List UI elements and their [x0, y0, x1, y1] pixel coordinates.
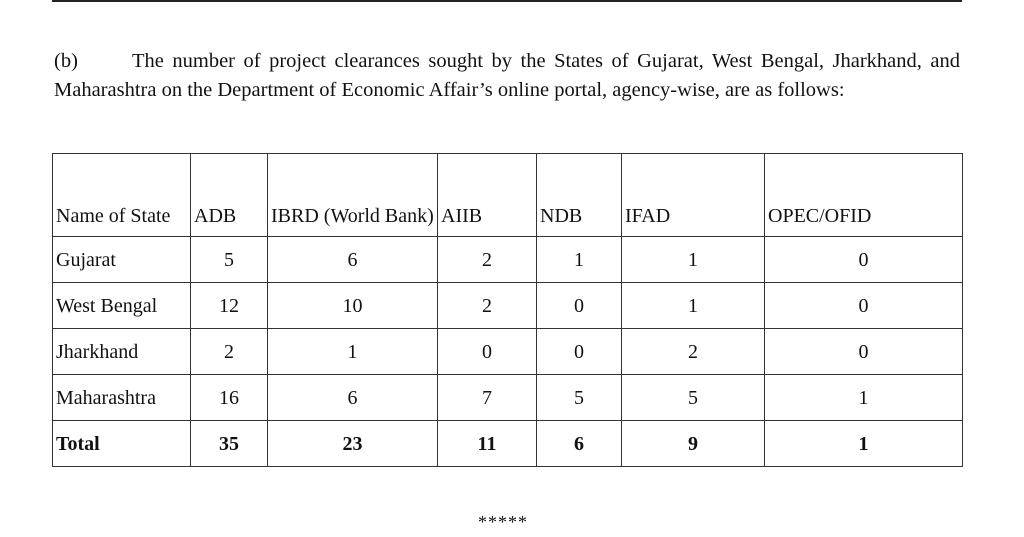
value-cell: 0	[765, 283, 963, 329]
total-cell: 6	[537, 421, 622, 467]
value-cell: 5	[191, 237, 268, 283]
value-cell: 0	[765, 329, 963, 375]
value-cell: 1	[765, 375, 963, 421]
value-cell: 5	[537, 375, 622, 421]
value-cell: 2	[438, 237, 537, 283]
state-cell: Gujarat	[53, 237, 191, 283]
header-cell: NDB	[537, 154, 622, 237]
total-cell: 23	[268, 421, 438, 467]
state-cell: West Bengal	[53, 283, 191, 329]
clearances-table	[52, 153, 963, 467]
value-cell: 16	[191, 375, 268, 421]
state-cell: Jharkhand	[53, 329, 191, 375]
total-cell: 9	[622, 421, 765, 467]
value-cell: 2	[622, 329, 765, 375]
value-cell: 1	[268, 329, 438, 375]
value-cell: 10	[268, 283, 438, 329]
table-row	[53, 237, 963, 283]
paragraph-label: (b)	[54, 50, 78, 72]
header-cell: Name of State	[53, 154, 191, 237]
value-cell: 2	[191, 329, 268, 375]
total-label: Total	[53, 421, 191, 467]
value-cell: 2	[438, 283, 537, 329]
value-cell: 1	[537, 237, 622, 283]
total-cell: 35	[191, 421, 268, 467]
table-row	[53, 283, 963, 329]
state-cell: Maharashtra	[53, 375, 191, 421]
header-cell: IFAD	[622, 154, 765, 237]
value-cell: 5	[622, 375, 765, 421]
value-cell: 1	[622, 283, 765, 329]
value-cell: 0	[438, 329, 537, 375]
top-rule	[52, 0, 962, 2]
end-stars: *****	[478, 512, 528, 532]
value-cell: 0	[537, 283, 622, 329]
table-row	[53, 375, 963, 421]
value-cell: 6	[268, 237, 438, 283]
header-cell: OPEC/OFID	[765, 154, 963, 237]
header-cell: AIIB	[438, 154, 537, 237]
header-cell: IBRD (World Bank)	[268, 154, 438, 237]
header-row	[53, 154, 963, 237]
total-cell: 1	[765, 421, 963, 467]
value-cell: 0	[765, 237, 963, 283]
value-cell: 1	[622, 237, 765, 283]
value-cell: 0	[537, 329, 622, 375]
value-cell: 12	[191, 283, 268, 329]
value-cell: 6	[268, 375, 438, 421]
paragraph-b	[54, 47, 960, 105]
total-row	[53, 421, 963, 467]
paragraph-text: The number of project clearances sought by the States of Gujarat, West Bengal, Jharkhand, and Maharashtra on the Department of Economic Affair’s online portal, agency-wise, are as follows:	[54, 50, 960, 101]
header-cell: ADB	[191, 154, 268, 237]
total-cell: 11	[438, 421, 537, 467]
table-row	[53, 329, 963, 375]
value-cell: 7	[438, 375, 537, 421]
